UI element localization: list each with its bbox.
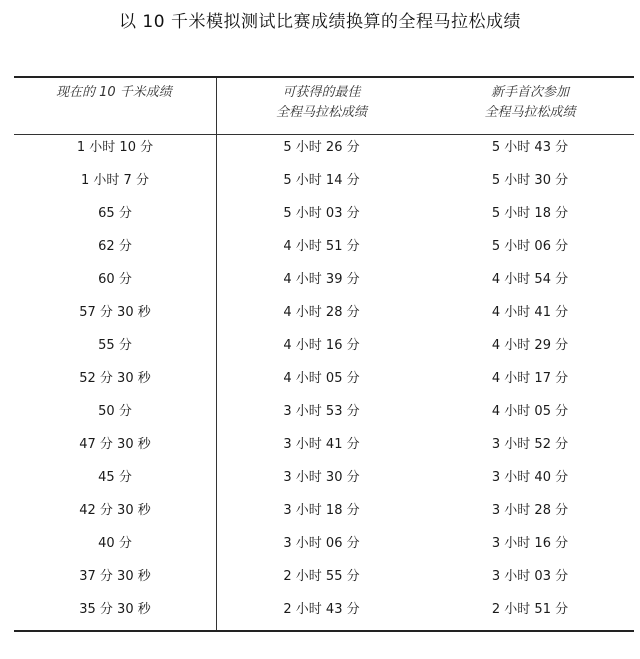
cell-first-marathon: 5 小时 18 分 (491, 206, 569, 221)
cell-current-10k: 65 分 (98, 206, 132, 221)
cell-current-10k: 1 小时 7 分 (81, 173, 149, 188)
cell-best-marathon: 3 小时 06 分 (216, 531, 426, 564)
cell-best-marathon: 3 小时 30 分 (216, 465, 426, 498)
cell-current-10k: 47 分 30 秒 (79, 437, 151, 452)
table-row (14, 498, 634, 531)
header-first-marathon (426, 78, 634, 134)
cell-first-marathon: 4 小时 17 分 (491, 371, 569, 386)
header-current-10k (14, 78, 216, 134)
table-bottom-rule (14, 630, 634, 632)
cell-first-marathon: 4 小时 54 分 (491, 272, 569, 287)
cell-first-marathon: 5 小时 43 分 (491, 140, 569, 155)
table-row (14, 531, 634, 564)
cell-first-marathon: 3 小时 52 分 (491, 437, 569, 452)
table-row (14, 300, 634, 333)
header-line: 可获得的最佳 (282, 85, 361, 100)
conversion-table (14, 76, 634, 632)
cell-current-10k: 60 分 (98, 272, 132, 287)
table-row (14, 234, 634, 267)
cell-first-marathon: 5 小时 30 分 (491, 173, 569, 188)
header-line: 全程马拉松成绩 (275, 105, 367, 120)
cell-first-marathon: 2 小时 51 分 (491, 602, 569, 617)
table-row (14, 201, 634, 234)
table-row (14, 465, 634, 498)
cell-best-marathon: 5 小时 26 分 (216, 135, 426, 168)
cell-best-marathon: 5 小时 14 分 (216, 168, 426, 201)
cell-best-marathon: 4 小时 39 分 (216, 267, 426, 300)
cell-first-marathon: 4 小时 29 分 (491, 338, 569, 353)
table-row (14, 399, 634, 432)
cell-best-marathon: 5 小时 03 分 (216, 201, 426, 234)
table-row (14, 366, 634, 399)
table-row (14, 564, 634, 597)
cell-current-10k: 57 分 30 秒 (79, 305, 151, 320)
cell-current-10k: 35 分 30 秒 (79, 602, 151, 617)
table-row (14, 597, 634, 630)
table-body (14, 135, 634, 630)
table-row (14, 333, 634, 366)
header-line: 现在的 10 千米成绩 (56, 85, 172, 100)
table-row (14, 168, 634, 201)
table-row (14, 267, 634, 300)
cell-first-marathon: 3 小时 03 分 (491, 569, 569, 584)
cell-best-marathon: 4 小时 51 分 (216, 234, 426, 267)
cell-current-10k: 45 分 (98, 470, 132, 485)
cell-first-marathon: 4 小时 05 分 (491, 404, 569, 419)
cell-best-marathon: 4 小时 28 分 (216, 300, 426, 333)
page-title: 以 10 千米模拟测试比赛成绩换算的全程马拉松成绩 (119, 12, 521, 32)
cell-current-10k: 52 分 30 秒 (79, 371, 151, 386)
cell-best-marathon: 3 小时 18 分 (216, 498, 426, 531)
cell-best-marathon: 2 小时 55 分 (216, 564, 426, 597)
cell-current-10k: 1 小时 10 分 (76, 140, 154, 155)
cell-current-10k: 62 分 (98, 239, 132, 254)
cell-best-marathon: 4 小时 05 分 (216, 366, 426, 399)
cell-current-10k: 50 分 (98, 404, 132, 419)
header-line: 新手首次参加 (490, 85, 569, 100)
cell-best-marathon: 3 小时 53 分 (216, 399, 426, 432)
cell-best-marathon: 3 小时 41 分 (216, 432, 426, 465)
cell-current-10k: 37 分 30 秒 (79, 569, 151, 584)
table-row (14, 135, 634, 168)
table-row (14, 432, 634, 465)
cell-current-10k: 42 分 30 秒 (79, 503, 151, 518)
cell-first-marathon: 3 小时 28 分 (491, 503, 569, 518)
cell-best-marathon: 4 小时 16 分 (216, 333, 426, 366)
header-best-marathon (216, 78, 426, 134)
cell-first-marathon: 3 小时 16 分 (491, 536, 569, 551)
cell-best-marathon: 2 小时 43 分 (216, 597, 426, 630)
cell-first-marathon: 4 小时 41 分 (491, 305, 569, 320)
table-header-row (14, 78, 634, 134)
cell-first-marathon: 5 小时 06 分 (491, 239, 569, 254)
cell-first-marathon: 3 小时 40 分 (491, 470, 569, 485)
header-line: 全程马拉松成绩 (484, 105, 576, 120)
cell-current-10k: 55 分 (98, 338, 132, 353)
cell-current-10k: 40 分 (98, 536, 132, 551)
